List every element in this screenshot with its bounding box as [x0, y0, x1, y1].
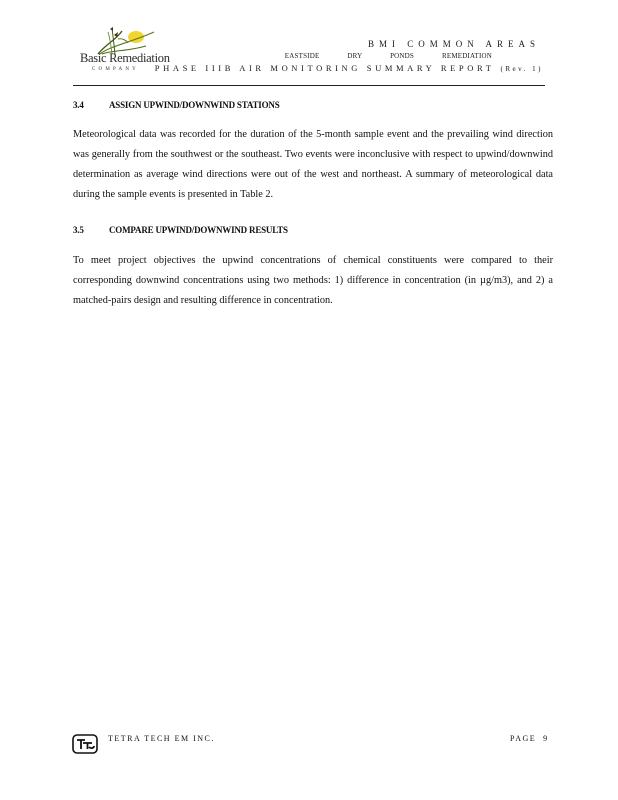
section-heading-3-4: [73, 100, 280, 110]
header-divider: [73, 85, 545, 86]
section-number: 3.4: [73, 100, 84, 110]
footer-page-number: 9: [543, 734, 549, 743]
header-report-name: PHASE IIIB AIR MONITORING SUMMARY REPORT: [154, 63, 495, 73]
footer-page-label: PAGE: [510, 734, 537, 743]
section-heading-3-5: [73, 225, 288, 235]
header-project-subtitle: EASTSIDE DRY PONDS REMEDIATION: [284, 52, 492, 60]
header-report-title: [155, 63, 543, 73]
header-revision: (Rev. 1): [500, 65, 543, 73]
footer-page: [510, 734, 549, 743]
footer-company: TETRA TECH EM INC.: [108, 734, 215, 743]
section-title: COMPARE UPWIND/DOWNWIND RESULTS: [109, 225, 288, 235]
section-number: 3.5: [73, 225, 84, 235]
logo-company-name: Basic Remediation: [80, 51, 170, 65]
section-title: ASSIGN UPWIND/DOWNWIND STATIONS: [109, 100, 280, 110]
section-body-3-5: To meet project objectives the upwind concentrations of chemical constituents were compared to their corresponding downwind concentrations using two methods: 1) difference in concentration (in µg/m3), and 2) a matched-pairs design and resulting difference in concentration.: [73, 255, 553, 306]
logo-company-sub: COMPANY: [92, 67, 139, 72]
header-project-title: BMI COMMON AREAS: [367, 39, 540, 49]
tetra-tech-logo-icon: [72, 734, 98, 754]
section-body-3-4: Meteorological data was recorded for the duration of the 5-month sample event and the prevailing wind direction was generally from the southwest or the southeast. Two events were inconclusive with respect to upwind/downwind determination as average wind directions were out of the west and northeast. A summary of meteorological data during the sample events is presented in Table 2.: [73, 129, 553, 200]
